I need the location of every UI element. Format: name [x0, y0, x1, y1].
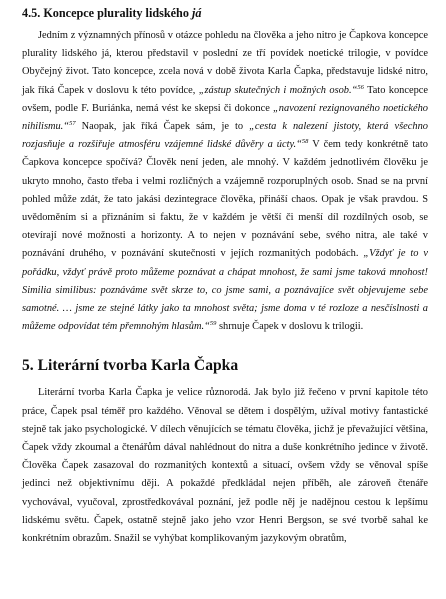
section-title: Koncepce plurality lidského [43, 6, 189, 20]
paragraph-text: Naopak, jak říká Čapek sám, je to [75, 121, 250, 133]
quote: „cesta k nalezení jistoty, která všechno rozjasňuje a rozšiřuje atmosféru vzájemné lidské důvěry a úcty.“ [22, 121, 428, 151]
section-title-italic: já [191, 6, 202, 20]
footnote-ref[interactable]: 57 [69, 120, 76, 128]
footnote-ref[interactable]: 56 [357, 83, 364, 91]
quote: „zástup skutečných i možných osob.“ [198, 84, 358, 96]
quote: „navození rezignovaného noetického nihilismu.“ [22, 102, 428, 133]
footnote-ref[interactable]: 58 [301, 138, 309, 146]
paragraph-plurality [22, 27, 428, 336]
section-number: 4.5. [22, 6, 41, 20]
paragraph-text: V čem tedy konkrétně tato Čapkova koncepce spočívá? Člověk není jeden, ale mnohý. V každém jednotlivém člověku je ukryto mnoho, často třeba i velmi rozličných a vzájemně rozporuplných osob. Snad se na první pohled může zdát, že tato jakási dezintegrace člověka, přináší chaos. Opak je však pravdou. S uvědoměním si a přiznáním si faktu, že v každém je větší či menší díl rozdílných osob, se otevírají nové možnosti a horizonty. A to nejen v poznávání sebe, svého nitra, ale také v poznávání druhého, v poznávání skutečnosti v jejích rozmanitých podobách. [22, 139, 428, 260]
section-heading [22, 6, 428, 21]
quote: „Vždyť je to v pořádku, vždyť právě proto můžeme poznávat a chápat mnohost, že sami jsme taková mnohost! Similia similibus: poznáváme svět skrze to, co jsme sami, a poznávajíce svět objevujeme sebe samotné. … jsme ze stejné látky jako ta mnohost světa; jsme doma v té rozloze a nesčíslnosti a můžeme odpovídat tém přemnohým hlasům.“ [22, 248, 428, 333]
footnote-ref[interactable]: 59 [209, 320, 217, 328]
paragraph-text: shrnuje Čapek v doslovu k trilogii. [216, 321, 364, 333]
paragraph-text: Jedním z významných přínosů v otázce pohledu na člověka a jeho nitro je Čapkova koncepce plurality lidského já, kterou představil v poslední ze tří povídek noetické trilogie, v povídce Obyčejný život. Tato koncepce, zcela nová v době života Karla Čapka, představuje lidské nitro, jak říká Čapek v doslovu k této povídce, [22, 30, 428, 96]
paragraph-text: Tato koncepce ovšem, podle F. Buriánka, nemá vést ke skepsi či dokonce [22, 84, 428, 114]
chapter-heading: 5. Literární tvorba Karla Čapka [22, 357, 239, 375]
paragraph-literary-work: Literární tvorba Karla Čapka je velice různorodá. Jak bylo již řečeno v první kapitole této práce, Čapek psal téměř pro každého. Věnoval se dětem i dospělým, užíval motivy fantastické stejně tak jako psychologické. V dílech věnujících se tématu člověka, jichž je převažující většina, Čapek vždy zkoumal a čtenářům dával nahlédnout do nitra a duše konkrétního jedince v životě. Člověka Čapek zasazoval do rozmanitých kontextů a situací, ovšem vždy se věnoval spíše jedinci než objektivnímu ději. A pokaždé předkládal nejen příběh, ale zároveň čtenáře vychovával, vyučoval, zprostředkovával poznání, jež podle něj je nadějnou cestou k lepšímu lidskému světu. Čapek, ostatně stejně jako jeho vzor Henri Bergson, se své tvorbě sahal ke konkrétním obrazům. Snažil se vyhýbat komplikovaným jazykovým obratům, [22, 387, 428, 545]
